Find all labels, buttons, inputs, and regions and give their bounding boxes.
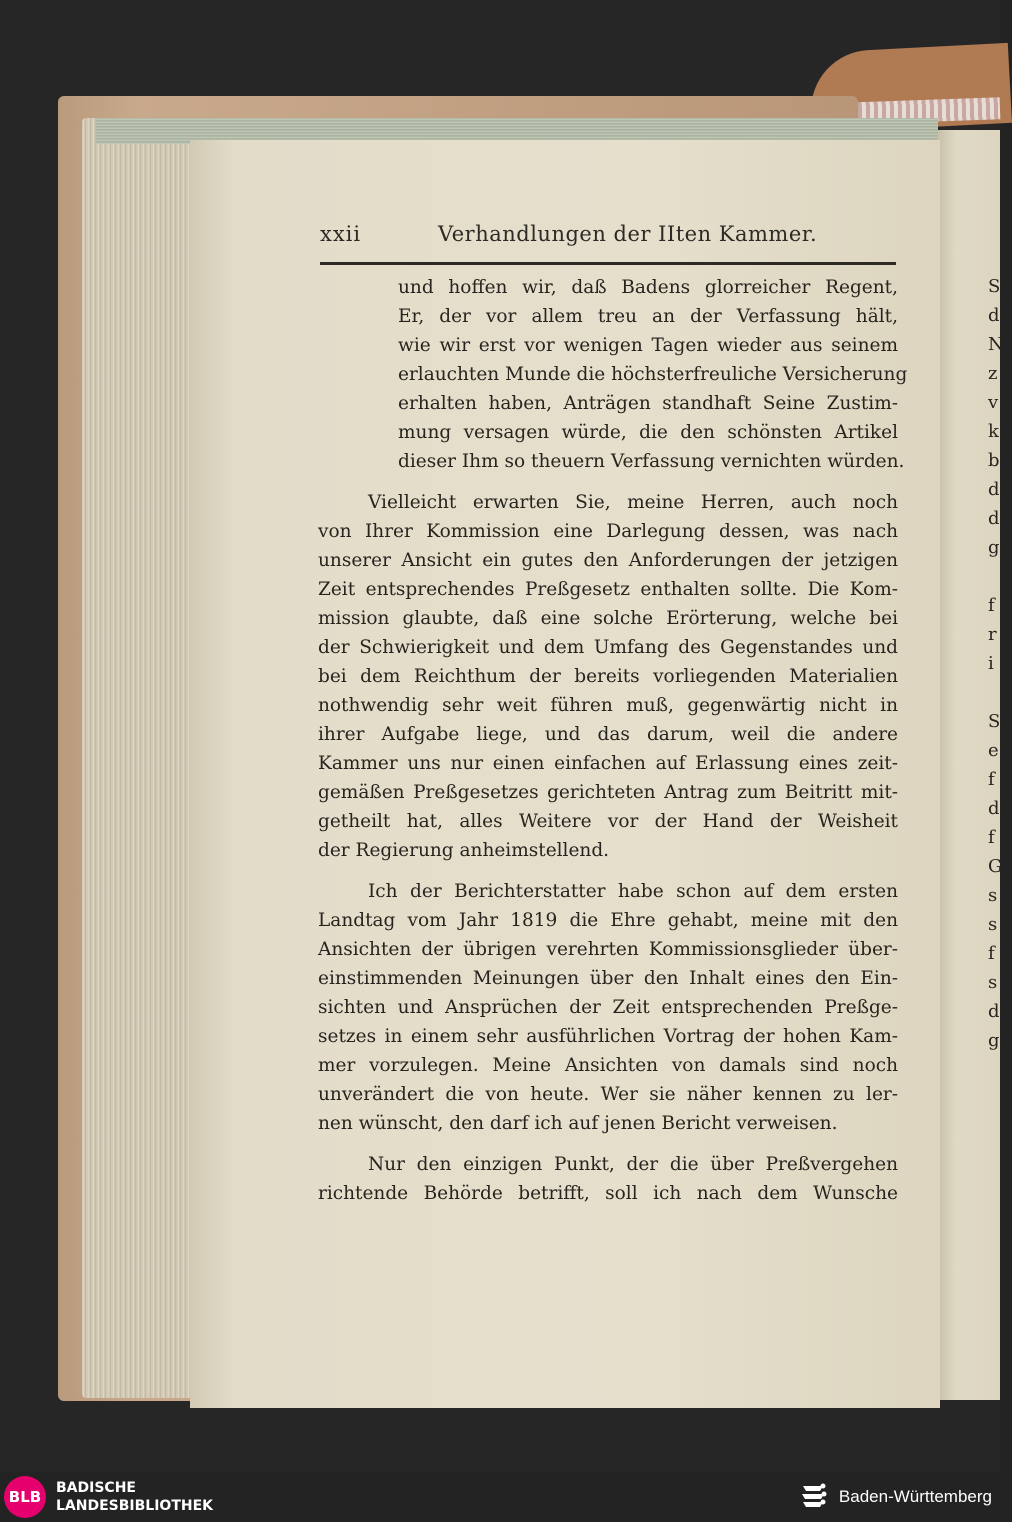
text-line: setzes in einem sehr ausführlichen Vortrag der hohen Kam- (318, 1026, 898, 1047)
facing-letter: d (988, 305, 1000, 326)
facing-letter: G (988, 856, 1003, 877)
text-line: sichten und Ansprüchen der Zeit entsprechenden Preßge- (318, 997, 898, 1018)
running-head (320, 222, 896, 246)
body-text (318, 273, 908, 1220)
text-line: der Regierung anheimstellend. (318, 840, 610, 861)
running-head-title: Verhandlungen der IIten Kammer. (438, 222, 818, 246)
blb-name-line1: BADISCHE (56, 1480, 136, 1496)
text-line: dieser Ihm so theuern Verfassung vernichten würden. (398, 451, 905, 472)
facing-letter: f (988, 595, 995, 616)
paragraph-3 (318, 877, 898, 1138)
text-line: mung versagen würde, die den schönsten Artikel (398, 422, 898, 443)
text-line: gemäßen Preßgesetzes gerichteten Antrag zum Beitritt mit- (318, 782, 898, 803)
blb-badge: BLB (4, 1476, 46, 1518)
text-line: bei dem Reichthum der bereits vorliegenden Materialien (318, 666, 898, 687)
text-line: Zeit entsprechendes Preßgesetz enthalten sollte. Die Kom- (318, 579, 898, 600)
footer-bar (0, 1472, 1000, 1522)
facing-letter: S (988, 711, 1001, 732)
blb-name-line2: LANDESBIBLIOTHEK (56, 1498, 214, 1514)
facing-letter: e (988, 740, 999, 761)
facing-page-text (988, 272, 1004, 1055)
text-line: richtende Behörde betrifft, soll ich nach dem Wunsche (318, 1183, 898, 1204)
text-line: erhalten haben, Anträgen standhaft Seine Zustim- (398, 393, 898, 414)
bw-name: Baden-Württemberg (838, 1487, 992, 1506)
facing-letter: d (988, 508, 1000, 529)
text-line: Landtag vom Jahr 1819 die Ehre gehabt, meine mit den (318, 910, 898, 931)
facing-letter: N (988, 334, 1004, 355)
paragraph-1 (318, 273, 908, 476)
text-line: Vielleicht erwarten Sie, meine Herren, auch noch (368, 492, 898, 513)
text-line: unverändert die von heute. Wer sie näher kennen zu ler- (318, 1084, 898, 1105)
facing-letter: s (988, 885, 998, 906)
facing-letter: f (988, 943, 995, 964)
text-line: Kammer uns nur einen einfachen auf Erlassung eines zeit- (318, 753, 898, 774)
text-line: einstimmenden Meinungen über den Inhalt eines den Ein- (318, 968, 898, 989)
facing-letter (988, 562, 1004, 591)
facing-letter: k (988, 421, 999, 442)
facing-letter: d (988, 479, 1000, 500)
text-line: mission glaubte, daß eine solche Erörterung, welche bei (318, 608, 898, 629)
text-line: und hoffen wir, daß Badens glorreicher Regent, (398, 277, 898, 298)
text-line: unserer Ansicht ein gutes den Anforderungen der jetzigen (318, 550, 898, 571)
facing-letter: i (988, 653, 994, 674)
paragraph-4 (318, 1150, 898, 1208)
text-line: der Schwierigkeit und dem Umfang des Gegenstandes und (318, 637, 898, 658)
text-line: nen wünscht, den darf ich auf jenen Bericht verweisen. (318, 1113, 838, 1134)
facing-letter: g (988, 537, 1000, 558)
facing-letter: S (988, 276, 1001, 297)
text-line: getheilt hat, alles Weitere vor der Hand der Weisheit (318, 811, 898, 832)
text-line: Nur den einzigen Punkt, der die über Preßvergehen (368, 1154, 898, 1175)
text-line: ihrer Aufgabe liege, und das darum, weil die andere (318, 724, 898, 745)
text-line: erlauchten Munde die höchsterfreuliche Versicherung (398, 364, 908, 385)
bw-logo[interactable] (799, 1480, 992, 1514)
text-line: nothwendig sehr weit führen muß, gegenwärtig nicht in (318, 695, 898, 716)
lions-emblem-icon (799, 1480, 829, 1514)
facing-letter: s (988, 972, 998, 993)
facing-letter: b (988, 450, 1000, 471)
facing-letter: r (988, 624, 997, 645)
blb-logo[interactable] (4, 1476, 213, 1518)
facing-letter: g (988, 1030, 1000, 1051)
facing-letter: d (988, 798, 1000, 819)
text-line: Ansichten der übrigen verehrten Kommissionsglieder über- (318, 939, 898, 960)
facing-letter: d (988, 1001, 1000, 1022)
text-line: Er, der vor allem treu an der Verfassung hält, (398, 306, 898, 327)
page-stack-edge (82, 118, 200, 1398)
facing-letter: f (988, 827, 995, 848)
facing-letter: v (988, 392, 999, 413)
facing-letter: s (988, 914, 998, 935)
text-line: von Ihrer Kommission eine Darlegung dessen, was nach (318, 521, 898, 542)
text-line: wie wir erst vor wenigen Tagen wieder aus seinem (398, 335, 898, 356)
facing-letter: f (988, 769, 995, 790)
paragraph-2 (318, 488, 898, 865)
text-line: Ich der Berichterstatter habe schon auf dem ersten (368, 881, 898, 902)
blb-name (56, 1479, 213, 1515)
text-line: mer vorzulegen. Meine Ansichten von damals sind noch (318, 1055, 898, 1076)
facing-letter: z (988, 363, 998, 384)
page-number: xxii (320, 222, 362, 246)
header-rule (320, 262, 896, 265)
facing-letter (988, 678, 1004, 707)
